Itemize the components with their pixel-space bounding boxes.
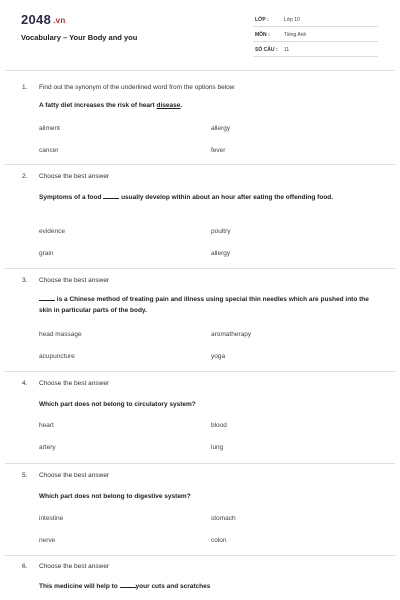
- question-instruction: Find out the synonym of the underlined word from the options below: [39, 84, 235, 91]
- logo-text: 2048: [21, 12, 52, 27]
- question-text-part: This medicine will help to: [39, 583, 120, 590]
- answer-option[interactable]: nerve: [39, 537, 56, 544]
- answer-option[interactable]: cancer: [39, 147, 59, 154]
- answer-option[interactable]: fever: [211, 147, 226, 154]
- question-divider: [5, 164, 395, 165]
- question-instruction: Choose the best answer: [39, 472, 110, 479]
- question-instruction: Choose the best answer: [39, 277, 110, 284]
- answer-blank: [103, 193, 119, 199]
- answer-option[interactable]: evidence: [39, 228, 66, 235]
- answer-option[interactable]: aromatherapy: [211, 331, 252, 338]
- answer-option[interactable]: stomach: [211, 515, 236, 522]
- question-divider: [5, 555, 395, 556]
- question-instruction: Choose the best answer: [39, 380, 110, 387]
- question-text-part: Symptoms of a food: [39, 194, 104, 201]
- question-text-part: .: [180, 102, 183, 109]
- question-text: Which part does not belong to circulatory system?: [39, 401, 196, 408]
- question-divider: [5, 268, 395, 269]
- answer-option[interactable]: ailment: [39, 125, 60, 132]
- answer-option[interactable]: blood: [211, 422, 227, 429]
- question-text: [39, 192, 369, 203]
- question-divider: [5, 371, 395, 372]
- question-number: 4.: [22, 380, 28, 387]
- question-instruction: Choose the best answer: [39, 563, 110, 570]
- question-number: 3.: [22, 277, 28, 284]
- answer-option[interactable]: lung: [211, 444, 224, 451]
- header-divider: [5, 70, 395, 71]
- answer-option[interactable]: colon: [211, 537, 227, 544]
- underlined-word: disease: [156, 102, 181, 109]
- meta-row-subject: [253, 27, 378, 42]
- meta-row-class: [253, 12, 378, 27]
- question-text: Which part does not belong to digestive system?: [39, 493, 191, 500]
- answer-option[interactable]: acupuncture: [39, 353, 75, 360]
- answer-option[interactable]: artery: [39, 444, 56, 451]
- question-text: [39, 294, 369, 316]
- answer-blank: [39, 295, 55, 301]
- site-logo[interactable]: [21, 12, 66, 27]
- meta-row-count: [253, 42, 378, 57]
- question-text: [39, 100, 369, 111]
- answer-option[interactable]: heart: [39, 422, 54, 429]
- meta-label: LỚP :: [255, 17, 269, 23]
- answer-option[interactable]: allergy: [211, 250, 231, 257]
- answer-option[interactable]: allergy: [211, 125, 231, 132]
- meta-label: SỐ CÂU :: [255, 47, 278, 53]
- meta-value: 11: [284, 47, 290, 53]
- question-text: [39, 581, 369, 592]
- question-instruction: Choose the best answer: [39, 173, 110, 180]
- document-title: Vocabulary – Your Body and you: [21, 33, 138, 42]
- meta-value: Lớp 10: [284, 17, 300, 23]
- answer-option[interactable]: yoga: [211, 353, 226, 360]
- logo-suffix: .vn: [53, 16, 66, 25]
- question-text-part: your cuts and scratches: [135, 583, 211, 590]
- question-text-part: A fatty diet increases the risk of heart: [39, 102, 157, 109]
- answer-option[interactable]: poultry: [211, 228, 231, 235]
- meta-value: Tiếng Anh: [284, 32, 307, 38]
- worksheet-header: [0, 0, 400, 70]
- answer-blank: [120, 582, 136, 588]
- meta-label: MÔN :: [255, 32, 270, 38]
- question-divider: [5, 463, 395, 464]
- question-text-part: usually develop within about an hour after eating the offending food.: [119, 194, 334, 201]
- question-number: 2.: [22, 173, 28, 180]
- question-number: 1.: [22, 84, 28, 91]
- answer-option[interactable]: grain: [39, 250, 54, 257]
- question-number: 6.: [22, 563, 28, 570]
- question-text-part: is a Chinese method of treating pain and illness using special thin needles which are pushed into the skin in particular parts of the body.: [39, 296, 369, 314]
- answer-option[interactable]: intestine: [39, 515, 64, 522]
- question-number: 5.: [22, 472, 28, 479]
- answer-option[interactable]: head massage: [39, 331, 82, 338]
